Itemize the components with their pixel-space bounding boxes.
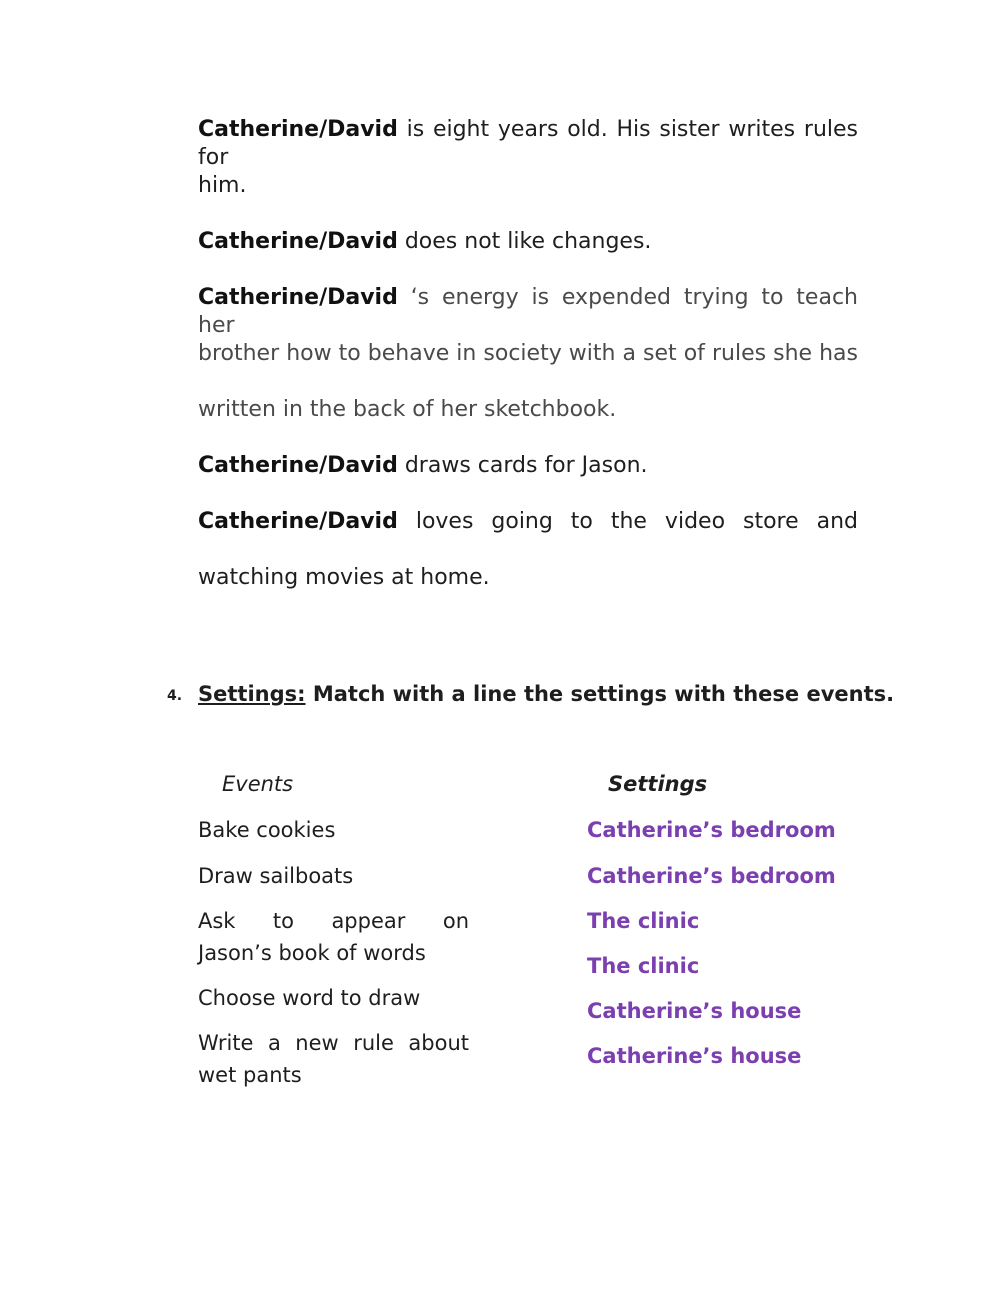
character-name: Catherine/David — [198, 229, 398, 254]
event-item — [198, 1027, 469, 1091]
section-heading — [198, 680, 894, 708]
paragraph-text: draws cards for Jason. — [404, 453, 648, 478]
paragraph-5-line-1 — [198, 508, 858, 536]
paragraph-1-line-2: him. — [198, 173, 247, 198]
setting-item: Catherine’s bedroom — [587, 818, 836, 842]
paragraph-3-line-1 — [198, 284, 858, 340]
section-label: Settings: — [198, 682, 306, 706]
setting-item: Catherine’s bedroom — [587, 864, 836, 888]
event-line: Write a new rule about — [198, 1031, 469, 1055]
paragraph-2 — [198, 228, 858, 256]
paragraph-3-line-2: brother how to behave in society with a set of rules she has — [198, 341, 858, 366]
settings-header: Settings — [608, 772, 708, 796]
event-line: Jason’s book of words — [198, 941, 426, 965]
character-name: Catherine/David — [198, 285, 398, 310]
event-item: Choose word to draw — [198, 986, 421, 1010]
event-item: Draw sailboats — [198, 864, 354, 888]
paragraph-text: loves going to the video store and — [415, 509, 859, 534]
setting-item: The clinic — [587, 954, 700, 978]
paragraph-text: does not like changes. — [404, 229, 652, 254]
setting-item: Catherine’s house — [587, 1044, 802, 1068]
character-name: Catherine/David — [198, 453, 398, 478]
events-header: Events — [222, 772, 294, 796]
event-line: wet pants — [198, 1063, 302, 1087]
paragraph-4 — [198, 452, 858, 480]
event-item: Bake cookies — [198, 818, 336, 842]
paragraph-text: ‘s energy is expended trying to teach her — [198, 285, 858, 338]
setting-item: The clinic — [587, 909, 700, 933]
setting-item: Catherine’s house — [587, 999, 802, 1023]
event-line: Ask to appear on — [198, 909, 469, 933]
event-item — [198, 905, 469, 969]
paragraph-text: is eight years old. His sister writes rules for — [198, 117, 858, 170]
paragraph-1-line-1 — [198, 116, 858, 172]
section-instruction: Match with a line the settings with these events. — [305, 682, 895, 706]
paragraph-5-line-2: watching movies at home. — [198, 565, 490, 590]
character-name: Catherine/David — [198, 509, 398, 534]
paragraph-3-line-3: written in the back of her sketchbook. — [198, 397, 617, 422]
character-name: Catherine/David — [198, 117, 398, 142]
section-number: 4. — [167, 688, 183, 704]
